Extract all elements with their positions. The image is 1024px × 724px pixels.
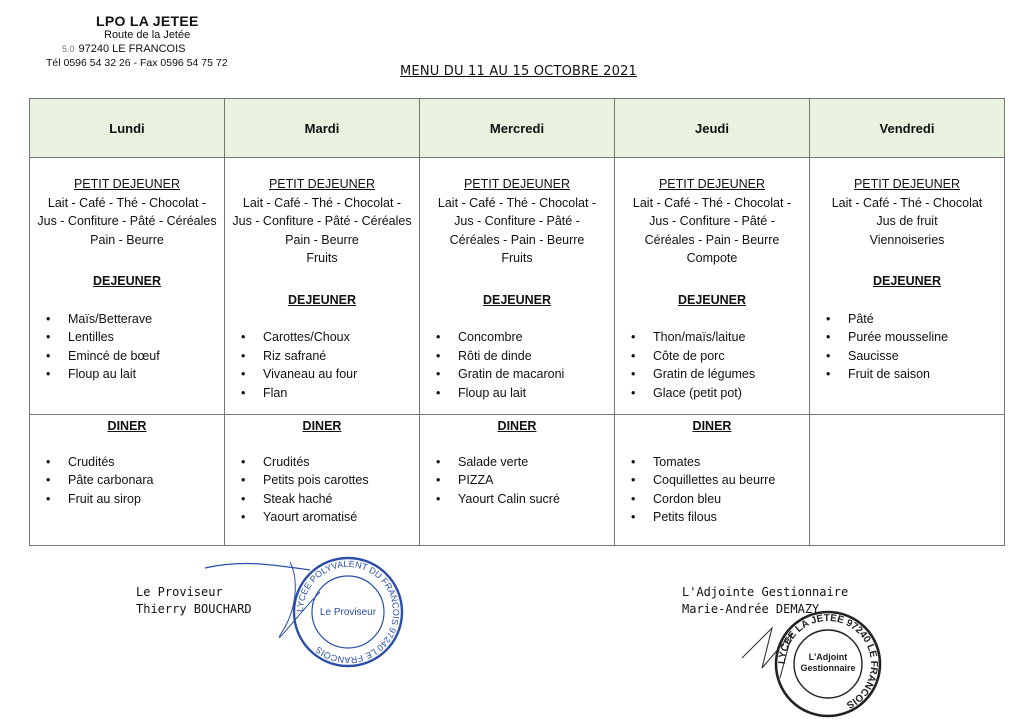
lunch-item: • Floup au lait — [46, 365, 224, 384]
school-city-line — [62, 42, 254, 56]
meals-cell — [420, 158, 615, 415]
meals-cell — [615, 158, 810, 415]
lunch-heading: DEJEUNER — [287, 292, 357, 307]
breakfast-line: Jus - Confiture - Pâté - — [649, 214, 775, 228]
gestionnaire-stamp — [732, 608, 888, 722]
dinner-cell — [615, 415, 810, 546]
school-city: 97240 LE FRANCOIS — [78, 43, 186, 55]
school-contact: Tél 0596 54 32 26 - Fax 0596 54 75 72 — [46, 57, 228, 69]
stamp-center-text: L'Adjoint — [808, 652, 848, 662]
day-header-mardi: Mardi — [225, 99, 420, 158]
breakfast-line: Viennoiseries — [869, 232, 945, 247]
breakfast-heading: PETIT DEJEUNER — [463, 177, 571, 191]
day-dinner — [30, 417, 224, 508]
dinner-item: • Yaourt Calin sucré — [436, 490, 614, 509]
breakfast-line: Jus - Confiture - Pâté - — [454, 214, 580, 228]
breakfast-line: Jus - Confiture - Pâté - Céréales — [37, 214, 217, 228]
day-header-lundi: Lundi — [30, 99, 225, 158]
lunch-item: • Rôti de dinde — [436, 347, 614, 366]
dinner-item: • Crudités — [241, 453, 419, 472]
gestionnaire-role: L'Adjointe Gestionnaire — [682, 585, 849, 599]
dinner-cell — [30, 415, 225, 546]
proviseur-role: Le Proviseur — [136, 585, 223, 599]
gestionnaire-name: Marie-Andrée DEMAZY — [682, 602, 820, 616]
proviseur-name: Thierry BOUCHARD — [136, 602, 252, 616]
lunch-item: • Fruit de saison — [826, 365, 1004, 384]
day-dinner — [420, 417, 614, 508]
lunch-list — [30, 310, 224, 384]
lunch-item: • Saucisse — [826, 347, 1004, 366]
dinner-item: • Tomates — [631, 453, 809, 472]
dinner-cell — [420, 415, 615, 546]
meals-cell — [810, 158, 1005, 415]
dinner-heading: DINER — [692, 419, 732, 433]
menu-title: MENU DU 11 AU 15 OCTOBRE 2021 — [400, 64, 638, 79]
stamp-center-text: Le Proviseur — [319, 607, 377, 618]
lunch-item: • Emincé de bœuf — [46, 347, 224, 366]
lunch-item: • Côte de porc — [631, 347, 809, 366]
lunch-list — [225, 328, 419, 402]
dinner-cell — [810, 415, 1005, 546]
breakfast-line: Céréales - Pain - Beurre — [644, 232, 780, 247]
dinner-item: • Salade verte — [436, 453, 614, 472]
school-name: LPO LA JETEE — [96, 13, 199, 29]
breakfast-line: Lait - Café - Thé - Chocolat — [831, 195, 983, 210]
day-dinner — [615, 417, 809, 527]
dinner-heading: DINER — [107, 419, 147, 433]
breakfast-heading: PETIT DEJEUNER — [658, 177, 766, 191]
stamp-center-text: Gestionnaire — [800, 663, 856, 673]
dinner-list — [615, 453, 809, 527]
breakfast-line: Lait - Café - Thé - Chocolat - — [437, 195, 597, 210]
day-meals — [615, 175, 809, 402]
stamp-ring-text: LYCEE POLYVALENT DU FRANCOIS 97240 LE FRANCOIS — [294, 558, 402, 666]
dinner-cell — [225, 415, 420, 546]
lunch-heading: DEJEUNER — [482, 292, 552, 307]
lunch-heading: DEJEUNER — [92, 274, 162, 288]
day-meals — [225, 175, 419, 402]
lunch-item: • Concombre — [436, 328, 614, 347]
breakfast-line: Lait - Café - Thé - Chocolat - — [632, 195, 792, 210]
breakfast-heading: PETIT DEJEUNER — [853, 177, 961, 191]
breakfast-line: Jus - Confiture - Pâté - Céréales — [232, 214, 412, 228]
dinner-item: • Yaourt aromatisé — [241, 508, 419, 527]
dinner-list — [420, 453, 614, 509]
lunch-item: • Purée mousseline — [826, 328, 1004, 347]
lunch-heading: DEJEUNER — [872, 274, 942, 288]
lunch-list — [420, 328, 614, 402]
meals-cell — [30, 158, 225, 415]
dinner-item: • Cordon bleu — [631, 490, 809, 509]
dinner-item: • Fruit au sirop — [46, 490, 224, 509]
lunch-item: • Carottes/Choux — [241, 328, 419, 347]
breakfast-line: Céréales - Pain - Beurre — [449, 232, 585, 247]
dinner-item: • Pâte carbonara — [46, 471, 224, 490]
lunch-heading: DEJEUNER — [677, 292, 747, 307]
breakfast-line: Pain - Beurre — [90, 232, 164, 247]
breakfast-lunch-row — [30, 158, 1005, 415]
dinner-item: • PIZZA — [436, 471, 614, 490]
breakfast-line: Pain - Beurre — [285, 232, 359, 247]
breakfast-line: Jus de fruit — [876, 214, 938, 228]
dinner-item: • Coquillettes au beurre — [631, 471, 809, 490]
breakfast-line: Fruits — [501, 251, 533, 265]
day-header-vendredi: Vendredi — [810, 99, 1005, 158]
dinner-heading: DINER — [497, 419, 537, 433]
stamp-ring-text: LYCEE LA JETEE 97240 LE FRANCOIS — [776, 612, 880, 711]
lunch-item: • Pâté — [826, 310, 1004, 329]
day-meals — [810, 175, 1004, 384]
lunch-item: • Riz safrané — [241, 347, 419, 366]
dinner-item: • Petits filous — [631, 508, 809, 527]
lunch-item: • Thon/maïs/laitue — [631, 328, 809, 347]
meals-cell — [225, 158, 420, 415]
day-meals — [420, 175, 614, 402]
school-header — [44, 14, 254, 70]
dinner-item: • Steak haché — [241, 490, 419, 509]
dinner-item: • Crudités — [46, 453, 224, 472]
breakfast-heading: PETIT DEJEUNER — [73, 177, 181, 191]
dinner-list — [225, 453, 419, 527]
signature-stroke — [205, 564, 310, 570]
dinner-heading: DINER — [302, 419, 342, 433]
lunch-item: • Glace (petit pot) — [631, 384, 809, 403]
proviseur-stamp — [200, 552, 420, 672]
breakfast-heading: PETIT DEJEUNER — [268, 177, 376, 191]
breakfast-line: Lait - Café - Thé - Chocolat - — [242, 195, 402, 210]
school-address: Route de la Jetée — [104, 29, 191, 41]
lunch-item: • Lentilles — [46, 328, 224, 347]
day-dinner — [225, 417, 419, 527]
lunch-item: • Gratin de légumes — [631, 365, 809, 384]
day-header-row — [30, 99, 1005, 158]
city-prefix: 5.0 — [62, 44, 75, 54]
day-meals — [30, 175, 224, 384]
lunch-item: • Vivaneau au four — [241, 365, 419, 384]
breakfast-line: Compote — [686, 251, 738, 265]
lunch-item: • Flan — [241, 384, 419, 403]
day-header-mercredi: Mercredi — [420, 99, 615, 158]
lunch-list — [810, 310, 1004, 384]
breakfast-line: Lait - Café - Thé - Chocolat - — [47, 195, 207, 210]
lunch-item: • Maïs/Betterave — [46, 310, 224, 329]
dinner-item: • Petits pois carottes — [241, 471, 419, 490]
breakfast-line: Fruits — [306, 251, 338, 265]
lunch-item: • Floup au lait — [436, 384, 614, 403]
dinner-list — [30, 453, 224, 509]
menu-table — [29, 98, 1005, 546]
dinner-row — [30, 415, 1005, 546]
lunch-item: • Gratin de macaroni — [436, 365, 614, 384]
lunch-list — [615, 328, 809, 402]
day-header-jeudi: Jeudi — [615, 99, 810, 158]
